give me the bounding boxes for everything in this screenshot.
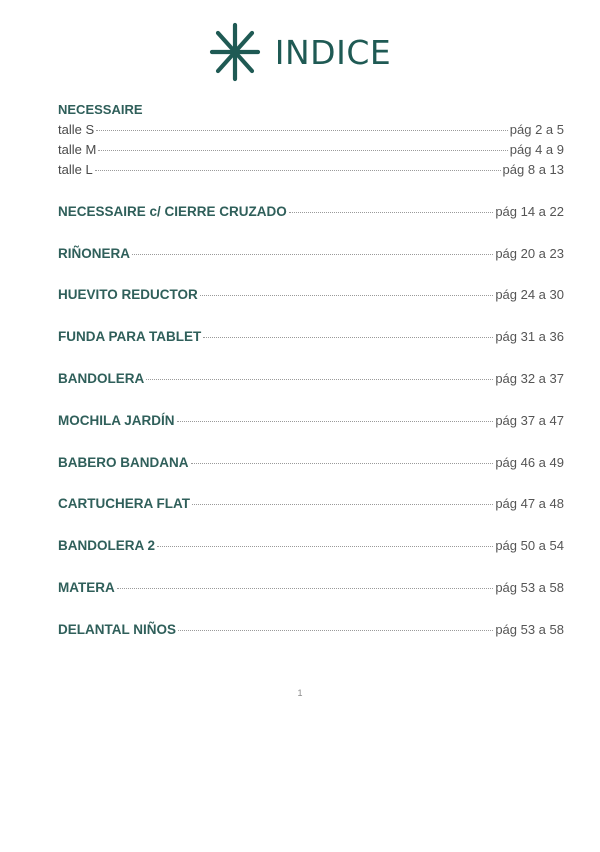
spacer	[58, 347, 564, 369]
toc-entry-pages: pág 50 a 54	[495, 538, 564, 554]
toc-entry-label: DELANTAL NIÑOS	[58, 621, 176, 637]
toc-heading-label: NECESSAIRE	[58, 102, 143, 117]
toc-item-pages: pág 2 a 5	[509, 122, 564, 137]
toc-entry-pages: pág 46 a 49	[495, 454, 564, 470]
toc-entry[interactable]	[58, 578, 564, 598]
spacer	[58, 514, 564, 536]
toc-entry[interactable]	[58, 285, 564, 305]
toc-item[interactable]	[58, 160, 564, 180]
toc-item-pages: pág 4 a 9	[509, 142, 564, 157]
toc-entry[interactable]	[58, 202, 564, 222]
toc-entry-pages: pág 53 a 58	[495, 579, 564, 595]
toc-entry-label: RIÑONERA	[58, 245, 131, 261]
toc-item[interactable]	[58, 120, 564, 140]
toc-entry[interactable]	[58, 494, 564, 514]
dot-leader	[178, 630, 493, 631]
toc-entry-label: FUNDA PARA TABLET	[58, 329, 202, 345]
toc-section-necessaire	[58, 100, 564, 180]
spacer	[58, 431, 564, 453]
dot-leader	[117, 588, 494, 589]
toc-entry[interactable]	[58, 327, 564, 347]
toc-item-label: talle M	[58, 142, 97, 157]
dot-leader	[203, 337, 493, 338]
toc-entry[interactable]	[58, 620, 564, 640]
dot-leader	[289, 212, 494, 213]
toc-entry-label: CARTUCHERA FLAT	[58, 496, 190, 512]
toc-entry-pages: pág 14 a 22	[495, 203, 564, 219]
dot-leader	[132, 254, 493, 255]
toc-entry-pages: pág 37 a 47	[495, 412, 564, 428]
toc-entry-label: BANDOLERA	[58, 370, 145, 386]
dot-leader	[98, 150, 507, 151]
toc-entry-pages: pág 31 a 36	[495, 329, 564, 345]
toc-entry-pages: pág 20 a 23	[495, 245, 564, 261]
toc-item[interactable]	[58, 140, 564, 160]
toc-entry[interactable]	[58, 536, 564, 556]
page-title: INDICE	[274, 32, 392, 72]
toc-item-pages: pág 8 a 13	[502, 162, 564, 177]
toc-entry-label: BABERO BANDANA	[58, 454, 189, 470]
toc-entry-label: HUEVITO REDUCTOR	[58, 287, 198, 303]
dot-leader	[200, 295, 494, 296]
spacer	[58, 222, 564, 244]
dot-leader	[177, 421, 494, 422]
dot-leader	[96, 130, 508, 131]
toc-entry-label: MOCHILA JARDÍN	[58, 412, 175, 428]
spacer	[58, 180, 564, 202]
toc-entry[interactable]	[58, 244, 564, 264]
table-of-contents	[58, 100, 564, 640]
spacer	[58, 473, 564, 495]
page-header	[0, 22, 600, 82]
toc-entry-label: NECESSAIRE c/ CIERRE CRUZADO	[58, 203, 287, 219]
dot-leader	[192, 504, 493, 505]
toc-entry-pages: pág 53 a 58	[495, 621, 564, 637]
asterisk-logo-icon	[209, 22, 261, 82]
dot-leader	[191, 463, 494, 464]
spacer	[58, 598, 564, 620]
spacer	[58, 389, 564, 411]
toc-entry-pages: pág 32 a 37	[495, 370, 564, 386]
spacer	[58, 264, 564, 286]
dot-leader	[157, 546, 493, 547]
toc-entry-label: MATERA	[58, 579, 115, 595]
toc-item-label: talle S	[58, 122, 95, 137]
toc-entry-label: BANDOLERA 2	[58, 538, 156, 554]
dot-leader	[95, 170, 501, 171]
spacer	[58, 305, 564, 327]
toc-section-heading	[58, 100, 564, 120]
spacer	[58, 556, 564, 578]
toc-entry[interactable]	[58, 453, 564, 473]
dot-leader	[146, 379, 493, 380]
toc-item-label: talle L	[58, 162, 93, 177]
toc-entry-pages: pág 47 a 48	[495, 496, 564, 512]
toc-entry[interactable]	[58, 411, 564, 431]
page-number: 1	[297, 688, 303, 698]
toc-entry[interactable]	[58, 369, 564, 389]
toc-entry-pages: pág 24 a 30	[495, 287, 564, 303]
